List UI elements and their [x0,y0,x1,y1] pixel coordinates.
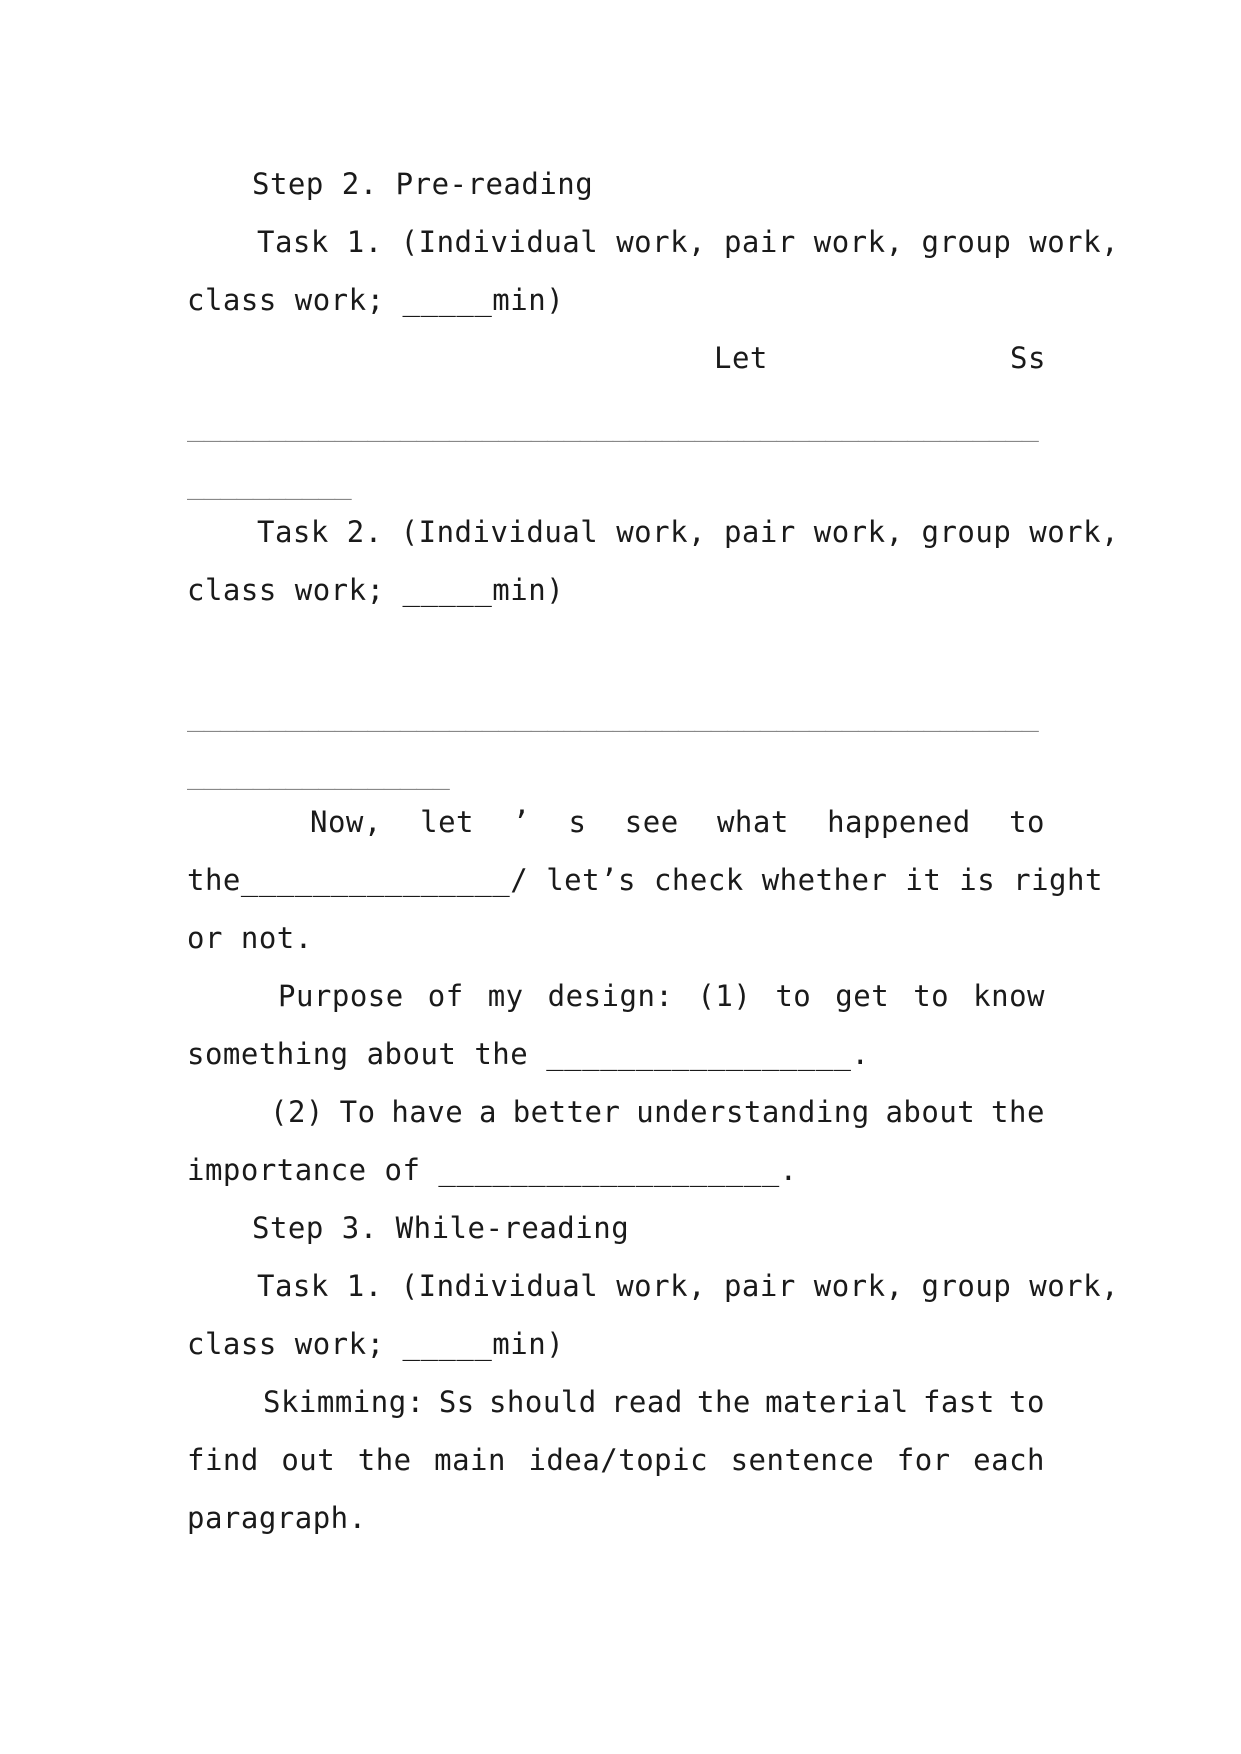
word: ’ [512,805,531,839]
purpose-line3 [270,1092,1045,1132]
skimming-line2 [187,1440,1045,1480]
word: read [610,1385,683,1419]
word: for [896,1443,951,1477]
step2-task1-line2: class work; _____min) [187,283,565,317]
blank-line-3: ____________________________________________________ [187,698,1038,732]
word: main [434,1443,506,1477]
word: fast [922,1385,995,1419]
word: s [568,805,587,839]
word: out [281,1443,336,1477]
word: material [765,1385,909,1419]
word: what [716,805,789,839]
word: to [775,979,812,1013]
word: (1) [697,979,752,1013]
word: Ss [438,1385,475,1419]
now-para-line3: or not. [187,921,313,955]
word: have [391,1095,464,1129]
word: each [973,1443,1045,1477]
word: know [973,979,1045,1013]
step2-task2-line2: class work; _____min) [187,573,565,607]
blank-line-2: __________ [187,466,351,500]
word: better [512,1095,621,1129]
step3-title: Step 3. While-reading [252,1211,630,1245]
word: Skimming: [263,1385,425,1419]
word: the [991,1095,1045,1129]
blank-line-1: ____________________________________________________ [187,408,1038,442]
skimming-line3: paragraph. [187,1501,367,1535]
word: to [1009,1385,1045,1419]
word: of [427,979,464,1013]
word: to [913,979,950,1013]
word: the [357,1443,412,1477]
step2-task2-line1 [257,512,1120,552]
word: Purpose [278,979,404,1013]
word: about [885,1095,976,1129]
purpose-line2: something about the _________________. [187,1037,870,1071]
word: a [478,1095,497,1129]
text: Task 1. (Individual work, pair work, group work, [257,1269,1120,1303]
skimming-line1 [263,1382,1045,1422]
now-para-line2 [187,860,1103,900]
word: sentence [730,1443,875,1477]
word: see [624,805,679,839]
blank-line-4: ________________ [187,756,449,790]
step3-task1-line1 [257,1266,1120,1306]
text: Task 2. (Individual work, pair work, group work, [257,515,1120,549]
word: get [835,979,890,1013]
word: let [420,805,475,839]
word: design: [547,979,674,1013]
ss-word: Ss [1010,341,1046,375]
word: Now, [310,805,382,839]
word: find [187,1443,259,1477]
purpose-line4: importance of ___________________. [187,1153,798,1187]
word: understanding [636,1095,870,1129]
word: (2) [270,1095,324,1129]
now-para-line1 [310,802,1045,842]
step3-task1-line2: class work; _____min) [187,1327,565,1361]
word: idea/topic [528,1443,709,1477]
word: should [488,1385,597,1419]
let-word: Let [714,341,768,375]
word: my [487,979,524,1013]
text: Task 1. (Individual work, pair work, group work, [257,225,1120,259]
text: the_______________/ let’s check whether it is right [187,863,1103,897]
word: happened [827,805,971,839]
purpose-line1 [278,976,1045,1016]
step2-task1-line1 [257,222,1120,262]
word: To [339,1095,376,1129]
word: the [696,1385,751,1419]
word: to [1009,805,1045,839]
step2-title: Step 2. Pre-reading [252,167,594,201]
